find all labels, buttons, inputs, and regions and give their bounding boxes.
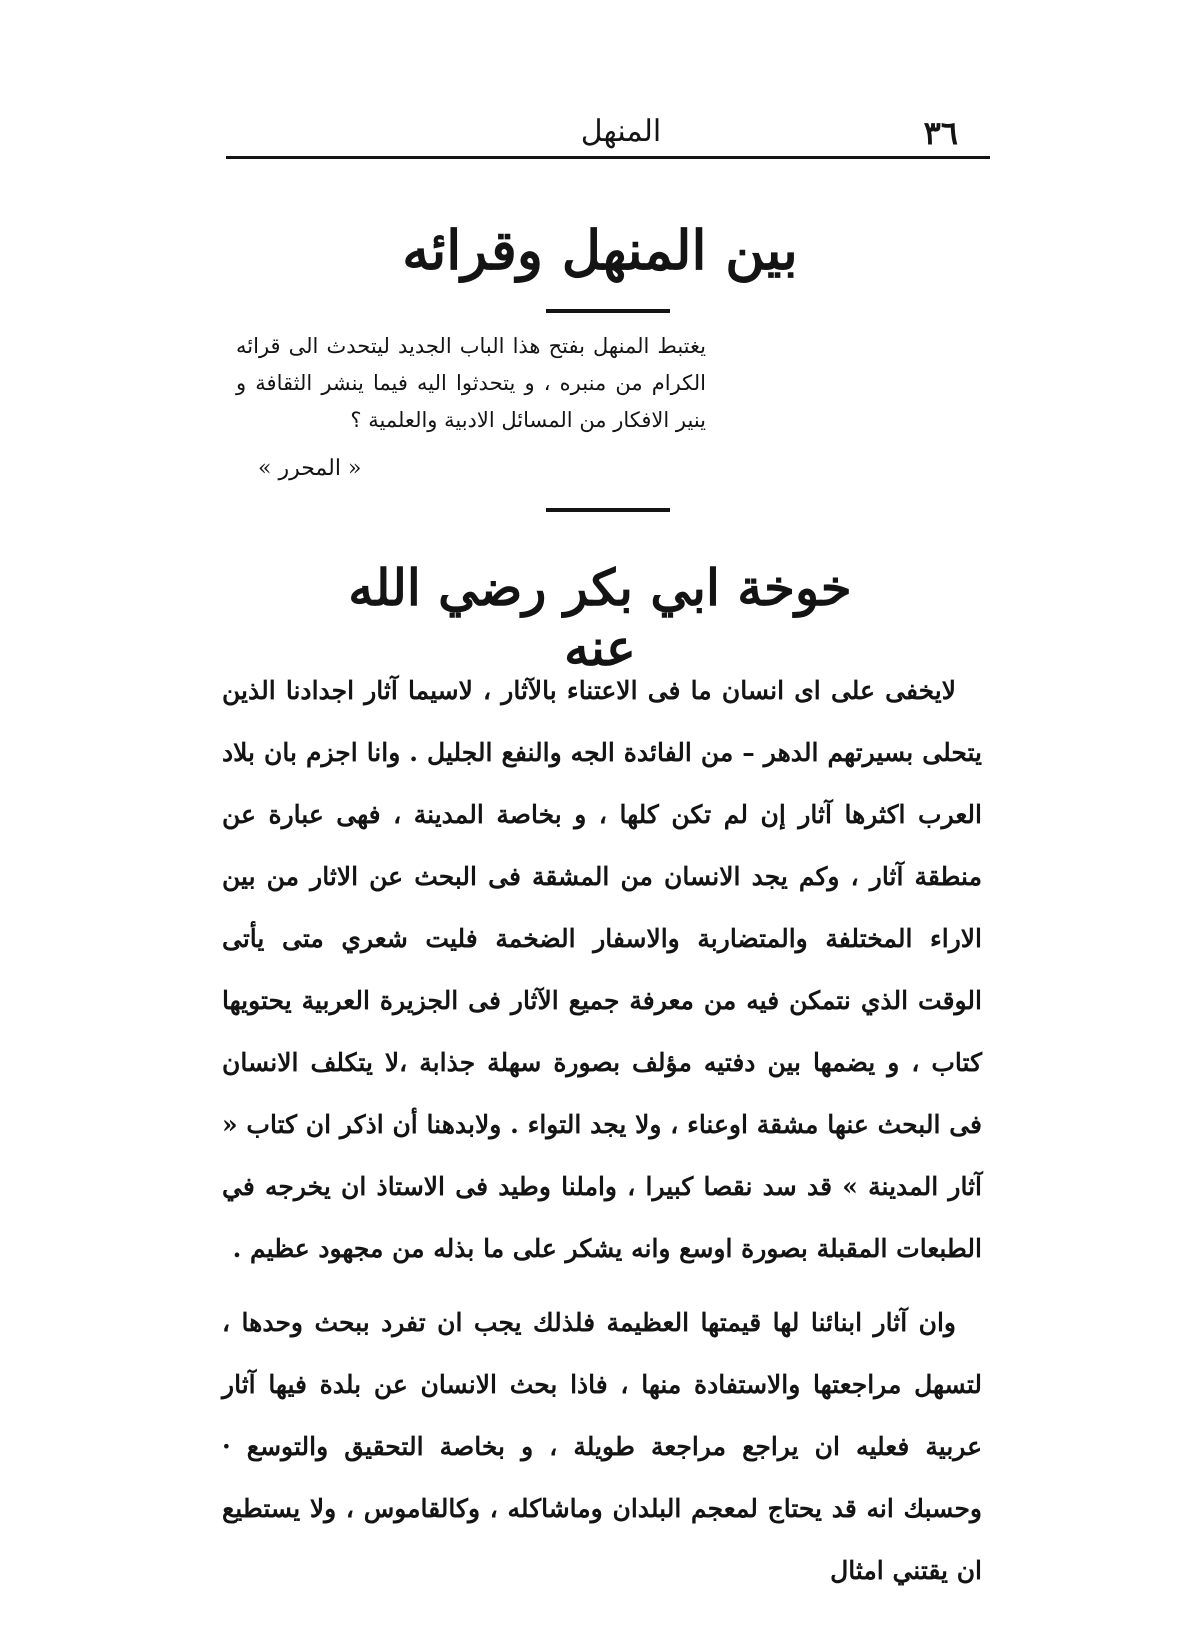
paragraph: وان آثار ابنائنا لها قيمتها العظيمة فلذلك يجب ان تفرد ببحث وحدها ، لتسهل مراجعتها والاستفادة منها ، فاذا بحث الانسان عن بلدة فيها آثار عربية فعليه ان يراجع مراجعة طويلة ، و بخاصة التحقيق والتوسع · وحسبك انه قد يحتاج لمعجم البلدان وماشاكله ، وكالقاموس ، ولا يستطيع ان يقتني امثال xyxy=(222,1308,982,1585)
article-title: خوخة ابي بكر رضي الله عنه xyxy=(348,558,852,677)
page-number: ٣٦ xyxy=(923,114,958,152)
header-rule xyxy=(226,156,990,159)
section-title: بين المنهل وقرائه xyxy=(402,218,798,282)
editor-note: يغتبط المنهل بفتح هذا الباب الجديد ليتحدث الى قرائه الكرام من منبره ، و يتحدثوا اليه فيما ينشر الثقافة و ينير الافكار من المسائل الادبية والعلمية ؟ xyxy=(236,334,706,432)
section-title-rule xyxy=(546,309,670,313)
article-body xyxy=(222,660,982,1602)
editor-signature: « المحرر » xyxy=(258,456,362,481)
running-head xyxy=(226,110,988,158)
journal-name: المنهل xyxy=(580,114,662,149)
section-divider-rule xyxy=(546,508,670,512)
paragraph: لايخفى على اى انسان ما فى الاعتناء بالآثار ، لاسيما آثار اجدادنا الذين يتحلى بسيرتهم الدهر – من الفائدة الجه والنفع الجليل . وانا اجزم بان بلاد العرب اكثرها آثار إن لم تكن كلها ، و بخاصة المدينة ، فهى عبارة عن منطقة آثار ، وكم يجد الانسان من المشقة فى البحث عن الاثار من بين الاراء المختلفة والمتضاربة والاسفار الضخمة فليت شعري متى يأتى الوقت الذي نتمكن فيه من معرفة جميع الآثار فى الجزيرة العربية يحتويها كتاب ، و يضمها بين دفتيه مؤلف بصورة سهلة جذابة ،لا يتكلف الانسان فى البحث عنها مشقة اوعناء ، ولا يجد التواء . ولابدهنا أن اذكر ان كتاب « آثار المدينة » قد سد نقصا كبيرا ، واملنا وطيد فى الاستاذ ان يخرجه في الطبعات المقبلة بصورة اوسع وانه يشكر على ما بذله من مجهود عظيم . xyxy=(222,676,982,1263)
